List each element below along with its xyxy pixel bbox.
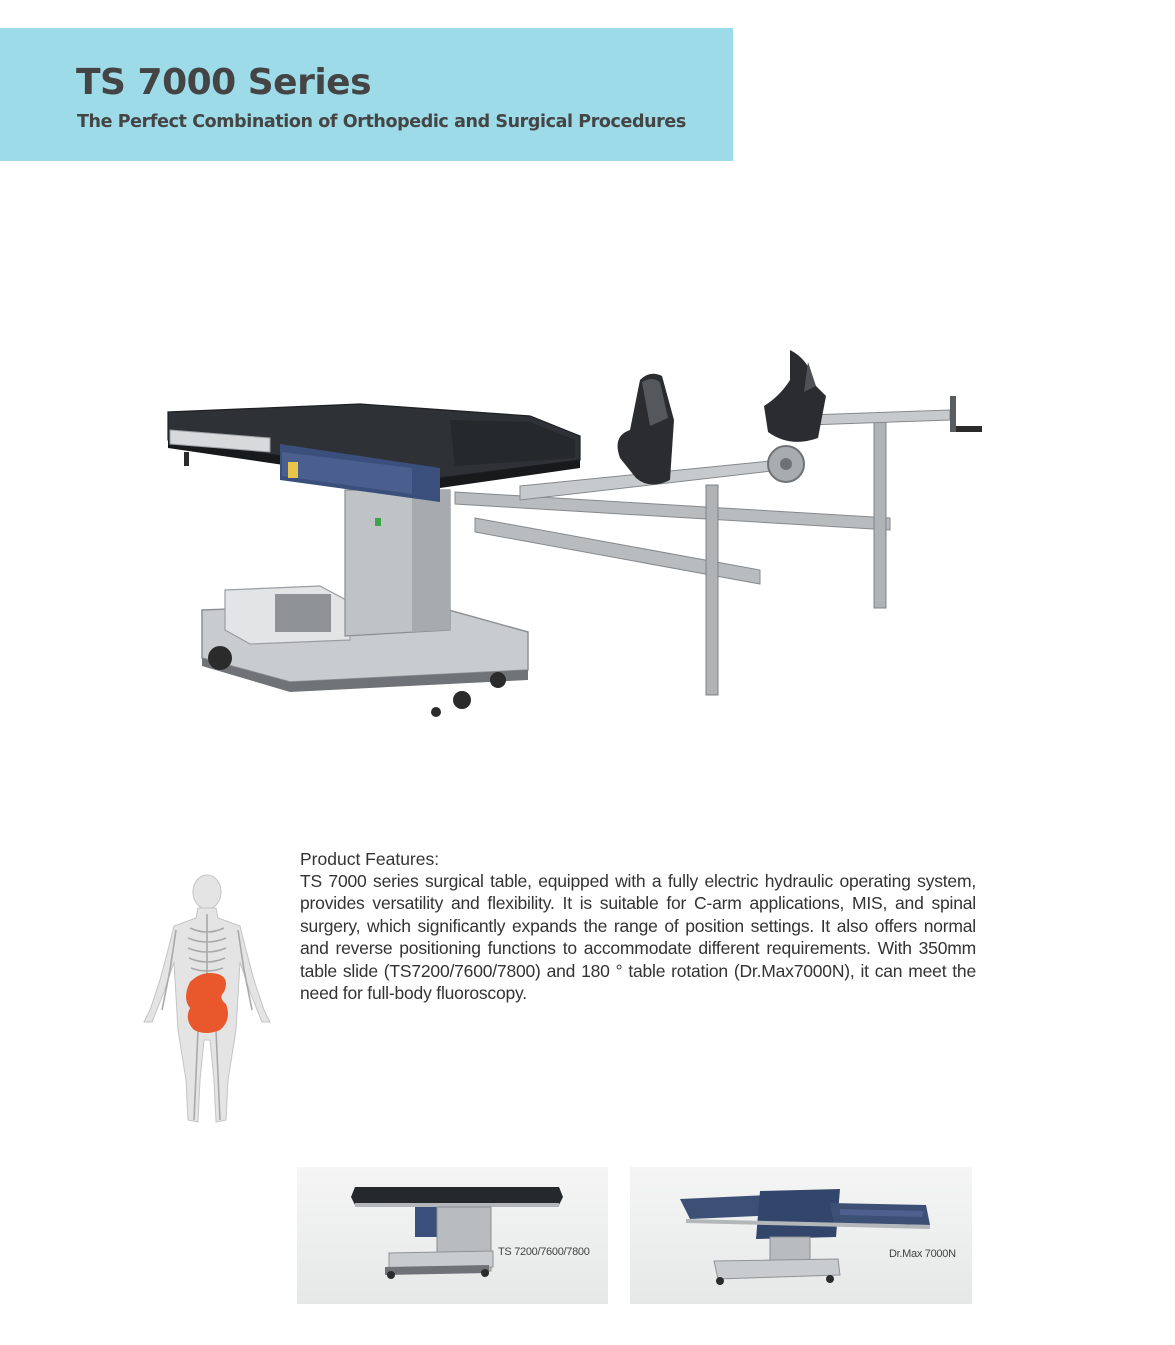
- thumbnail-caption: Dr.Max 7000N: [889, 1248, 956, 1260]
- thumbnail-ts7200: [297, 1167, 608, 1304]
- features-body: TS 7000 series surgical table, equipped with a fully electric hydraulic operating system, provides versatility and flexibility. It is suitable for C-arm applications, MIS, and spinal surgery, which significantly expands the range of position settings. It also offers normal and reverse positioning functions to accommodate different requirements. With 350mm table slide (TS7200/7600/7800) and 180 ° table rotation (Dr.Max7000N), it can meet the need for full-body fluoroscopy.: [300, 871, 976, 1004]
- product-features: [300, 848, 976, 1004]
- anatomy-body-icon: [140, 870, 275, 1130]
- features-heading: Product Features:: [300, 849, 440, 869]
- page-subtitle: The Perfect Combination of Orthopedic and Surgical Procedures: [77, 112, 686, 132]
- highlighted-organ-icon: [186, 973, 228, 1033]
- hero-product-image: [150, 340, 1000, 730]
- drmax7000n-table-image: [630, 1167, 972, 1304]
- thumbnail-caption: TS 7200/7600/7800: [498, 1246, 590, 1258]
- ts7200-table-image: [297, 1167, 608, 1304]
- page-title: TS 7000 Series: [76, 62, 372, 103]
- thumbnail-drmax7000n: [630, 1167, 972, 1304]
